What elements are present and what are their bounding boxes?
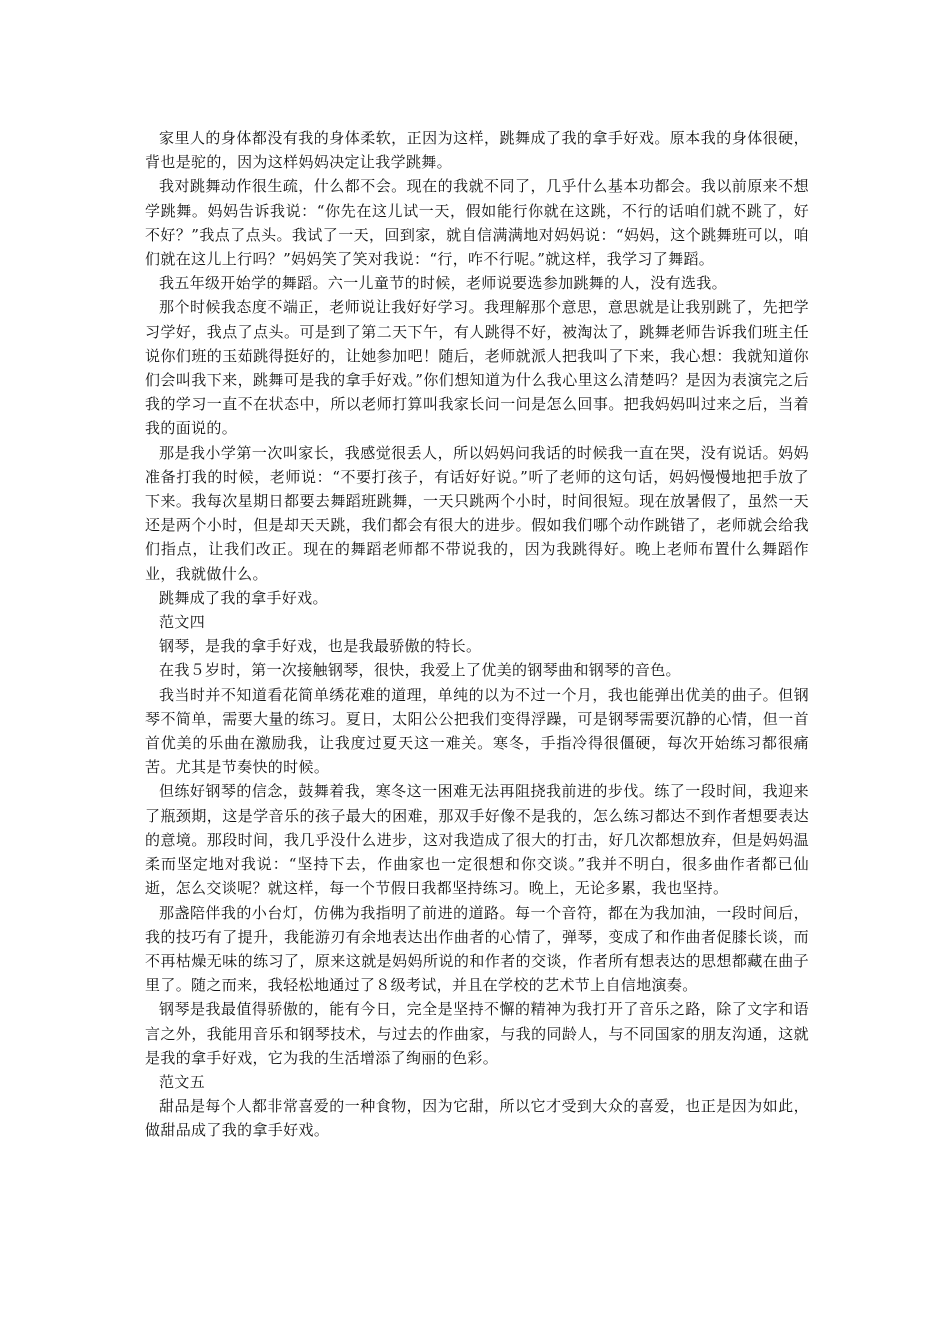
paragraph-6: 跳舞成了我的拿手好戏。 <box>159 588 328 607</box>
essay-body <box>145 126 809 1143</box>
section-heading-essay-4: 范文四 <box>159 613 206 632</box>
paragraph-13: 钢琴是我最值得骄傲的，能有今日，完全是坚持不懈的精神为我打开了音乐之路，除了文字和语言之外，我能用音乐和钢琴技术，与过去的作曲家，与我的同龄人，与不同国家的朋友沟通，这就是我的拿手好戏，它为我的生活增添了绚丽的色彩。 <box>145 1000 809 1067</box>
paragraph-11: 但练好钢琴的信念，鼓舞着我，寒冬这一困难无法再阻挠我前进的步伐。练了一段时间，我迎来了瓶颈期，这是学音乐的孩子最大的困难，那双手好像不是我的，怎么练习都达不到作者想要表达的意境。那段时间，我几乎没什么进步，这对我造成了很大的打击，好几次都想放弃，但是妈妈温柔而坚定地对我说：“坚持下去，作曲家也一定很想和你交谈。”我并不明白，很多曲作者都已仙逝，怎么交谈呢？就这样，每一个节假日我都坚持练习。晚上，无论多累，我也坚持。 <box>145 782 809 898</box>
section-heading-essay-5: 范文五 <box>159 1072 206 1091</box>
paragraph-8: 钢琴，是我的拿手好戏，也是我最骄傲的特长。 <box>159 637 482 656</box>
paragraph-10: 我当时并不知道看花简单绣花难的道理，单纯的以为不过一个月，我也能弹出优美的曲子。但钢琴不简单，需要大量的练习。夏日，太阳公公把我们变得浮躁，可是钢琴需要沉静的心情，但一首首优美的乐曲在激励我，让我度过夏天这一难关。寒冬，手指冷得很僵硬，每次开始练习都很痛苦。尤其是节奏快的时候。 <box>145 685 809 777</box>
paragraph-15: 甜品是每个人都非常喜爱的一种食物，因为它甜，所以它才受到大众的喜爱，也正是因为如此，做甜品成了我的拿手好戏。 <box>145 1097 809 1140</box>
paragraph-5: 那是我小学第一次叫家长，我感觉很丢人，所以妈妈问我话的时候我一直在哭，没有说话。妈妈准备打我的时候，老师说：“不要打孩子，有话好好说。”听了老师的这句话，妈妈慢慢地把手放了下来。我每次星期日都要去舞蹈班跳舞，一天只跳两个小时，时间很短。现在放暑假了，虽然一天还是两个小时，但是却天天跳，我们都会有很大的进步。假如我们哪个动作跳错了，老师就会给我们指点，让我们改正。现在的舞蹈老师都不带说我的，因为我跳得好。晚上老师布置什么舞蹈作业，我就做什么。 <box>145 443 809 583</box>
paragraph-9: 在我５岁时，第一次接触钢琴，很快，我爱上了优美的钢琴曲和钢琴的音色。 <box>159 661 681 680</box>
paragraph-2: 我对跳舞动作很生疏，什么都不会。现在的我就不同了，几乎什么基本功都会。我以前原来不想学跳舞。妈妈告诉我说：“你先在这儿试一天，假如能行你就在这跳，不行的话咱们就不跳了，好不好？”我点了点头。我试了一天，回到家，就自信满满地对妈妈说：“妈妈，这个跳舞班可以，咱们就在这儿上行吗？”妈妈笑了笑对我说：“行，咋不行呢。”就这样，我学习了舞蹈。 <box>145 177 809 269</box>
paragraph-1: 家里人的身体都没有我的身体柔软，正因为这样，跳舞成了我的拿手好戏。原本我的身体很硬，背也是驼的，因为这样妈妈决定让我学跳舞。 <box>145 129 809 172</box>
paragraph-4: 那个时候我态度不端正，老师说让我好好学习。我理解那个意思，意思就是让我别跳了，先把学习学好，我点了点头。可是到了第二天下午，有人跳得不好，被淘汰了，跳舞老师告诉我们班主任说你们班的玉茹跳得挺好的，让她参加吧！随后，老师就派人把我叫了下来，我心想：我就知道你们会叫我下来，跳舞可是我的拿手好戏。”你们想知道为什么我心里这么清楚吗？是因为表演完之后我的学习一直不在状态中，所以老师打算叫我家长问一问是怎么回事。把我妈妈叫过来之后，当着我的面说的。 <box>145 298 809 438</box>
paragraph-12: 那盏陪伴我的小台灯，仿佛为我指明了前进的道路。每一个音符，都在为我加油，一段时间后，我的技巧有了提升，我能游刃有余地表达出作曲者的心情了，弹琴，变成了和作曲者促膝长谈，而不再枯燥无味的练习了，原来这就是妈妈所说的和作者的交谈，作者所有想表达的思想都藏在曲子里了。随之而来，我轻松地通过了８级考试，并且在学校的艺术节上自信地演奏。 <box>145 903 809 995</box>
paragraph-3: 我五年级开始学的舞蹈。六一儿童节的时候，老师说要选参加跳舞的人，没有选我。 <box>159 274 727 293</box>
